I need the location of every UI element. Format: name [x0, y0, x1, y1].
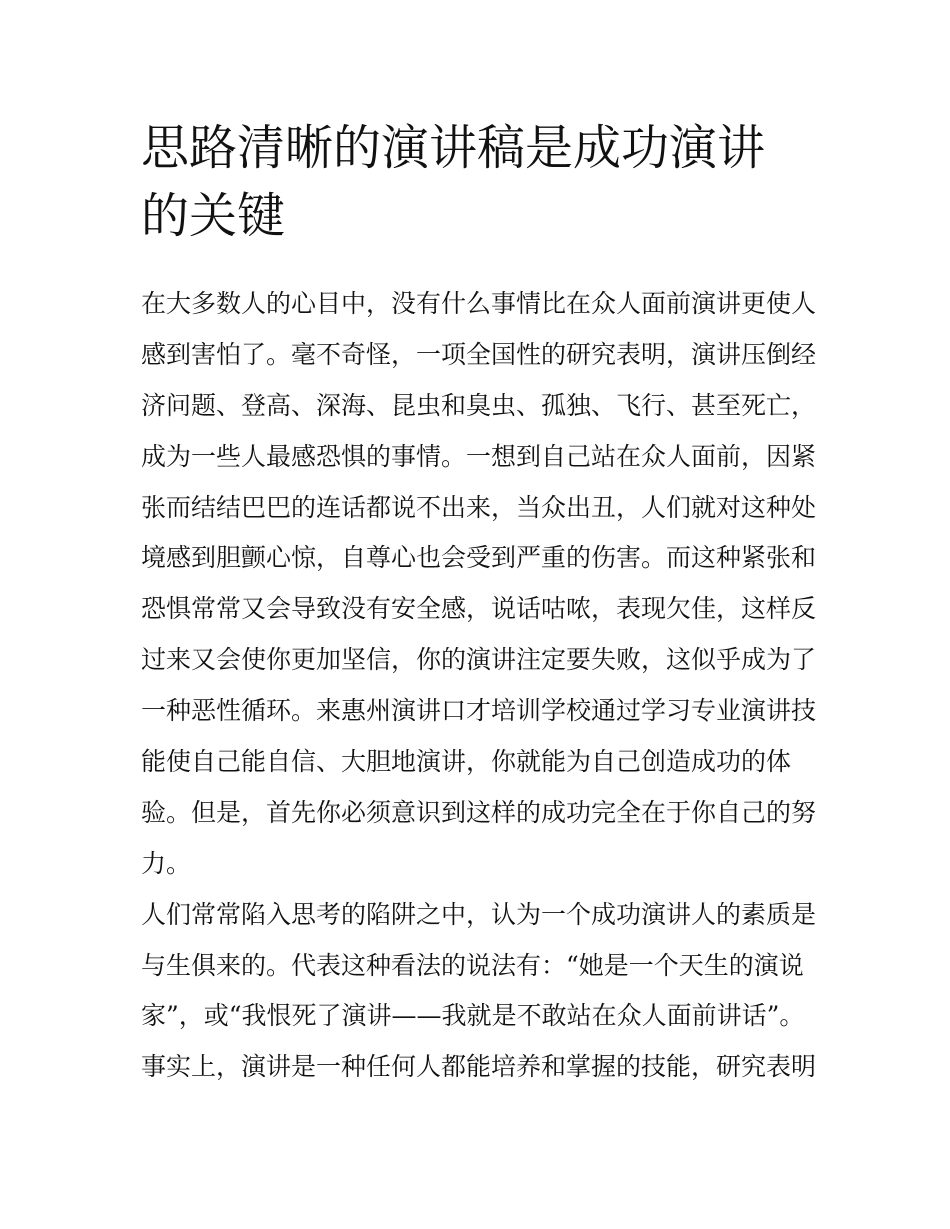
body-line: 能使自己能自信、大胆地演讲，你就能为自己创造成功的体 [141, 747, 792, 777]
body-line: 家”，或“我恨死了演讲——我就是不敢站在众人面前讲话”。 [141, 1001, 805, 1031]
document-title: 思路清晰的演讲稿是成功演讲 的关键 [141, 120, 766, 244]
document-body [141, 279, 817, 1093]
body-line: 与生俱来的。代表这种看法的说法有：“她是一个天生的演说 [141, 950, 804, 980]
body-line: 济问题、登高、深海、昆虫和臭虫、孤独、飞行、甚至死亡， [141, 390, 817, 420]
body-line: 人们常常陷入思考的陷阱之中，认为一个成功演讲人的素质是 [141, 899, 817, 929]
body-line: 事实上，演讲是一种任何人都能培养和掌握的技能，研究表明 [141, 1052, 817, 1082]
body-line: 成为一些人最感恐惧的事情。一想到自己站在众人面前，因紧 [141, 441, 817, 471]
body-line: 恐惧常常又会导致没有安全感，说话咕哝，表现欠佳，这样反 [141, 594, 817, 624]
body-line: 在大多数人的心目中，没有什么事情比在众人面前演讲更使人 [141, 289, 817, 318]
body-line: 力。 [141, 848, 192, 878]
body-line: 张而结结巴巴的连话都说不出来，当众出丑，人们就对这种处 [141, 492, 817, 522]
body-line: 感到害怕了。毫不奇怪，一项全国性的研究表明，演讲压倒经 [141, 339, 817, 369]
body-line: 验。但是，首先你必须意识到这样的成功完全在于你自己的努 [141, 797, 817, 827]
body-line: 过来又会使你更加坚信，你的演讲注定要失败，这似乎成为了 [141, 645, 817, 675]
body-line: 一种恶性循环。来惠州演讲口才培训学校通过学习专业演讲技 [141, 696, 817, 726]
body-line: 境感到胆颤心惊，自尊心也会受到严重的伤害。而这种紧张和 [141, 543, 817, 573]
